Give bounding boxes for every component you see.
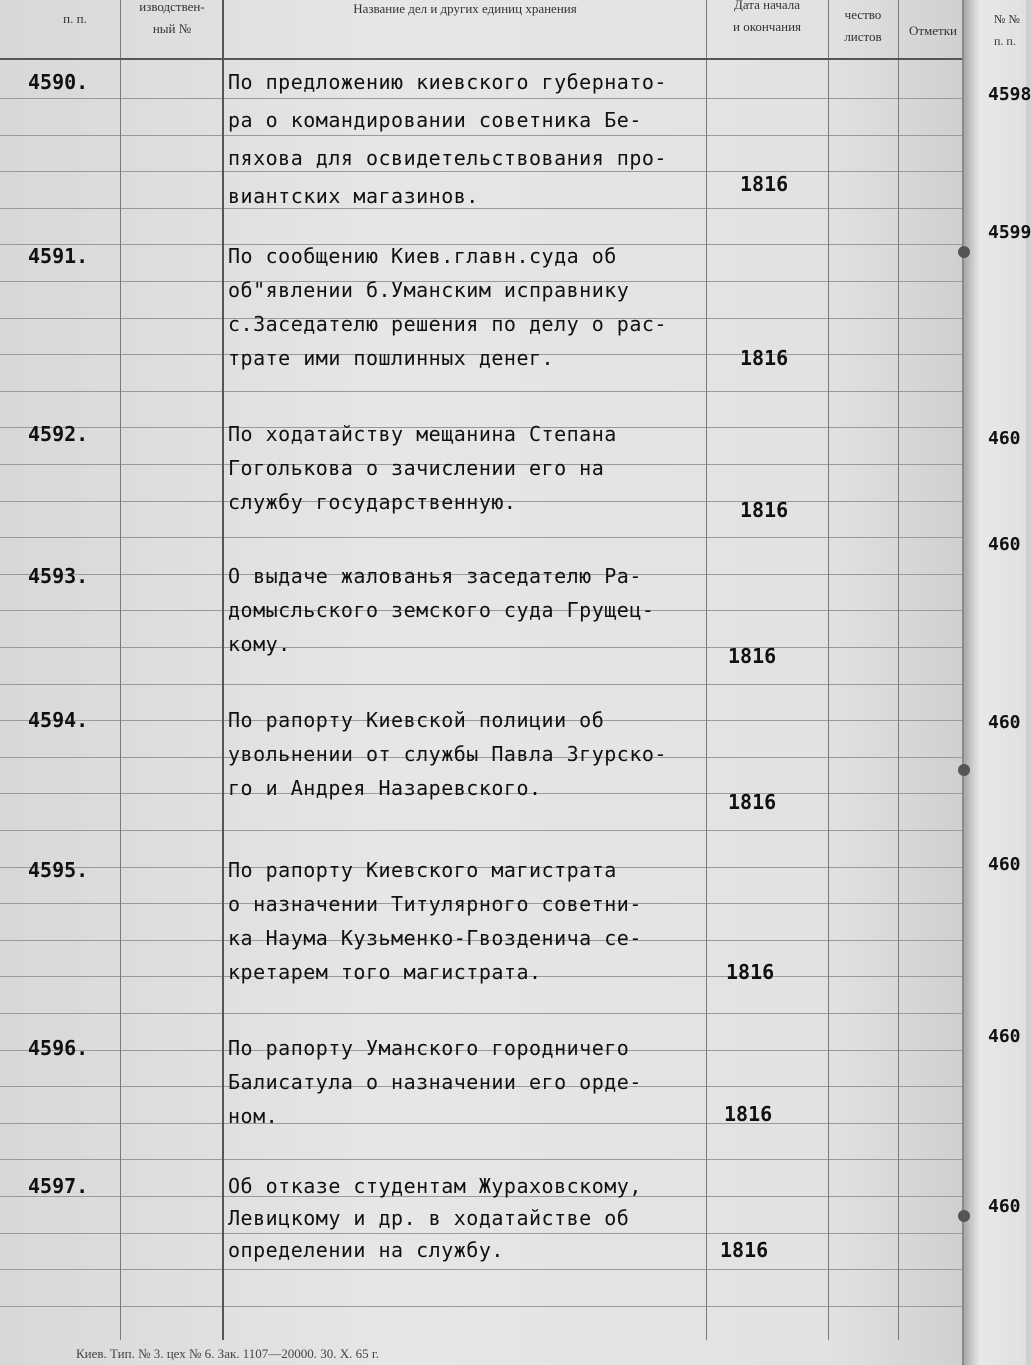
next-page-record-number: 4599: [988, 222, 1031, 243]
header-dates: Дата начала и окончания: [732, 0, 802, 34]
record-title-line: трате ими пошлинных денег.: [228, 346, 555, 370]
column-divider: [120, 0, 121, 1340]
record-title-line: Левицкому и др. в ходатайстве об: [228, 1206, 630, 1230]
record-title-line: О выдаче жалованья заседателю Ра-: [228, 564, 642, 588]
ruled-line: [0, 1123, 968, 1124]
record-year: 1816: [740, 172, 789, 196]
record-year: 1816: [740, 346, 789, 370]
record-title-line: По рапорту Киевской полиции об: [228, 708, 605, 732]
record-number: 4596.: [28, 1036, 89, 1060]
record-number: 4594.: [28, 708, 89, 732]
record-year: 1816: [724, 1102, 773, 1126]
record-year: 1816: [726, 960, 775, 984]
next-page-record-number: 4598: [988, 84, 1031, 105]
header-title: Название дел и других единиц хранения: [353, 1, 577, 16]
record-title-line: Об отказе студентам Жураховскому,: [228, 1174, 642, 1198]
printer-imprint: Киев. Тип. № 3. цех № 6. Зак. 1107—20000. 30. X. 65 г.: [76, 1346, 380, 1361]
ruled-line: [0, 830, 968, 831]
header-production-num: изводствен- ный №: [139, 0, 205, 36]
binding-ring: [958, 1210, 970, 1222]
ruled-line: [0, 391, 968, 392]
record-number: 4591.: [28, 244, 89, 268]
next-page-record-number: 460: [988, 1196, 1021, 1217]
ruled-line: [0, 98, 968, 99]
record-number: 4593.: [28, 564, 89, 588]
record-number: 4592.: [28, 422, 89, 446]
header-notes: Отметки: [908, 23, 958, 38]
next-page-edge: [962, 0, 1031, 1365]
header-num: п. п.: [63, 11, 87, 26]
header-sheets: чество листов: [844, 7, 882, 44]
record-title-line: домысльского земского суда Грущец-: [228, 598, 655, 622]
ruled-line: [0, 1306, 968, 1307]
ruled-line: [0, 1013, 968, 1014]
record-title-line: увольнении от службы Павла Згурско-: [228, 742, 667, 766]
record-title-line: ном.: [228, 1104, 279, 1128]
ruled-line: [0, 647, 968, 648]
record-title-line: По рапорту Уманского городничего: [228, 1036, 630, 1060]
next-page-record-number: 460: [988, 854, 1021, 875]
header-rule: [0, 58, 968, 60]
binding-ring: [958, 764, 970, 776]
column-divider: [898, 0, 899, 1340]
next-page-record-number: 460: [988, 428, 1021, 449]
record-year: 1816: [740, 498, 789, 522]
ruled-line: [0, 208, 968, 209]
record-title-line: го и Андрея Назаревского.: [228, 776, 542, 800]
ruled-line: [0, 684, 968, 685]
record-title-line: ка Наума Кузьменко-Гвозденича се-: [228, 926, 642, 950]
next-page-record-number: 460: [988, 1026, 1021, 1047]
next-page-record-number: 460: [988, 534, 1021, 555]
record-number: 4597.: [28, 1174, 89, 1198]
record-title-line: с.Заседателю решения по делу о рас-: [228, 312, 667, 336]
record-title-line: По рапорту Киевского магистрата: [228, 858, 617, 882]
record-title-line: Балисатула о назначении его орде-: [228, 1070, 642, 1094]
next-page-header: № № п. п.: [994, 12, 1020, 48]
record-title-line: По предложению киевского губернато-: [228, 70, 667, 94]
record-year: 1816: [720, 1238, 769, 1262]
column-divider: [706, 0, 707, 1340]
record-number: 4595.: [28, 858, 89, 882]
record-year: 1816: [728, 644, 777, 668]
record-title-line: кому.: [228, 632, 291, 656]
ruled-line: [0, 1269, 968, 1270]
record-title-line: о назначении Титулярного советни-: [228, 892, 642, 916]
record-title-line: определении на службу.: [228, 1238, 504, 1262]
record-title-line: По сообщению Киев.главн.суда об: [228, 244, 617, 268]
record-title-line: виантских магазинов.: [228, 184, 479, 208]
record-title-line: об"явлении б.Уманским исправнику: [228, 278, 630, 302]
record-title-line: службу государственную.: [228, 490, 517, 514]
column-divider: [828, 0, 829, 1340]
record-title-line: ра о командировании советника Бе-: [228, 108, 642, 132]
record-title-line: пяхова для освидетельствования про-: [228, 146, 667, 170]
ruled-line: [0, 171, 968, 172]
record-number: 4590.: [28, 70, 89, 94]
record-year: 1816: [728, 790, 777, 814]
ruled-line: [0, 537, 968, 538]
ruled-line: [0, 1159, 968, 1160]
next-page-record-number: 460: [988, 712, 1021, 733]
record-title-line: По ходатайству мещанина Степана: [228, 422, 617, 446]
column-divider: [222, 0, 224, 1340]
record-title-line: кретарем того магистрата.: [228, 960, 542, 984]
ruled-line: [0, 135, 968, 136]
binding-ring: [958, 246, 970, 258]
ruled-line: [0, 1233, 968, 1234]
record-title-line: Гоголькова о зачислении его на: [228, 456, 605, 480]
